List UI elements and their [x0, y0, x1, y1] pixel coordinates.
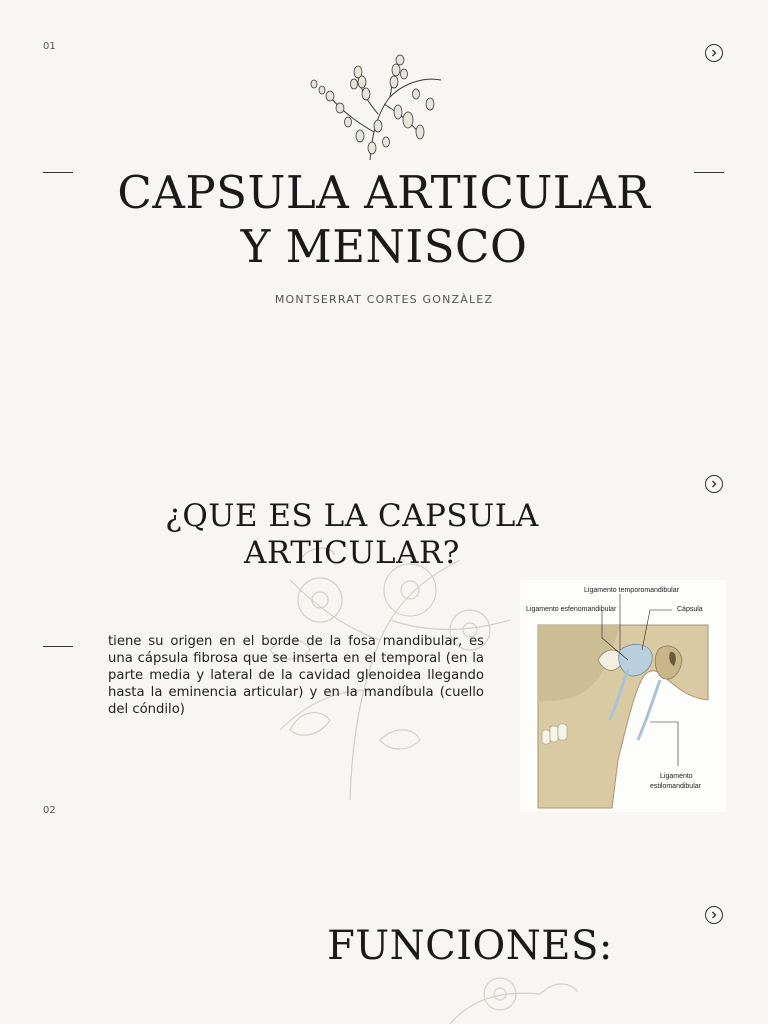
body-paragraph: tiene su origen en el borde de la fosa mandibular, es una cápsula fibrosa que se inserta en el temporal (en la parte media y lateral de la cavidad glenoidea llegando hasta la eminencia articular) y en la mandíbula (cuello del cóndilo) [108, 634, 484, 717]
anatomy-figure [520, 580, 726, 812]
label-temporomandibular: Ligamento temporomandibular [584, 587, 679, 594]
title-line-1: CAPSULA ARTICULAR [117, 166, 651, 219]
next-slide-button[interactable] [705, 44, 723, 62]
label-capsula: Cápsula [677, 606, 703, 613]
divider-left [43, 646, 73, 647]
section-heading [0, 498, 736, 572]
slide-cover [0, 0, 768, 420]
label-esfenomandibular: Ligamento esfenomandibular [526, 606, 617, 613]
slide-funciones [0, 840, 768, 1024]
label-estilomandibular-2: estilomandibular [650, 783, 701, 790]
chevron-right-icon [709, 48, 719, 58]
heading-line-1: ¿QUE ES LA CAPSULA [165, 498, 539, 534]
section-heading: FUNCIONES: [327, 923, 613, 969]
next-slide-button[interactable] [705, 475, 723, 493]
heading-line-2: ARTICULAR? [244, 535, 460, 571]
botanical-branch-icon [300, 52, 445, 164]
title-line-2: Y MENISCO [240, 220, 528, 273]
page-number: 02 [43, 805, 56, 816]
author-name: MONTSERRAT CORTES GONZÀLEZ [274, 293, 494, 306]
label-estilomandibular-1: Ligamento [660, 773, 693, 780]
tmj-illustration [520, 580, 726, 812]
chevron-right-icon [709, 910, 719, 920]
chevron-right-icon [709, 479, 719, 489]
page-number: 01 [43, 41, 56, 52]
page-title [0, 166, 768, 274]
